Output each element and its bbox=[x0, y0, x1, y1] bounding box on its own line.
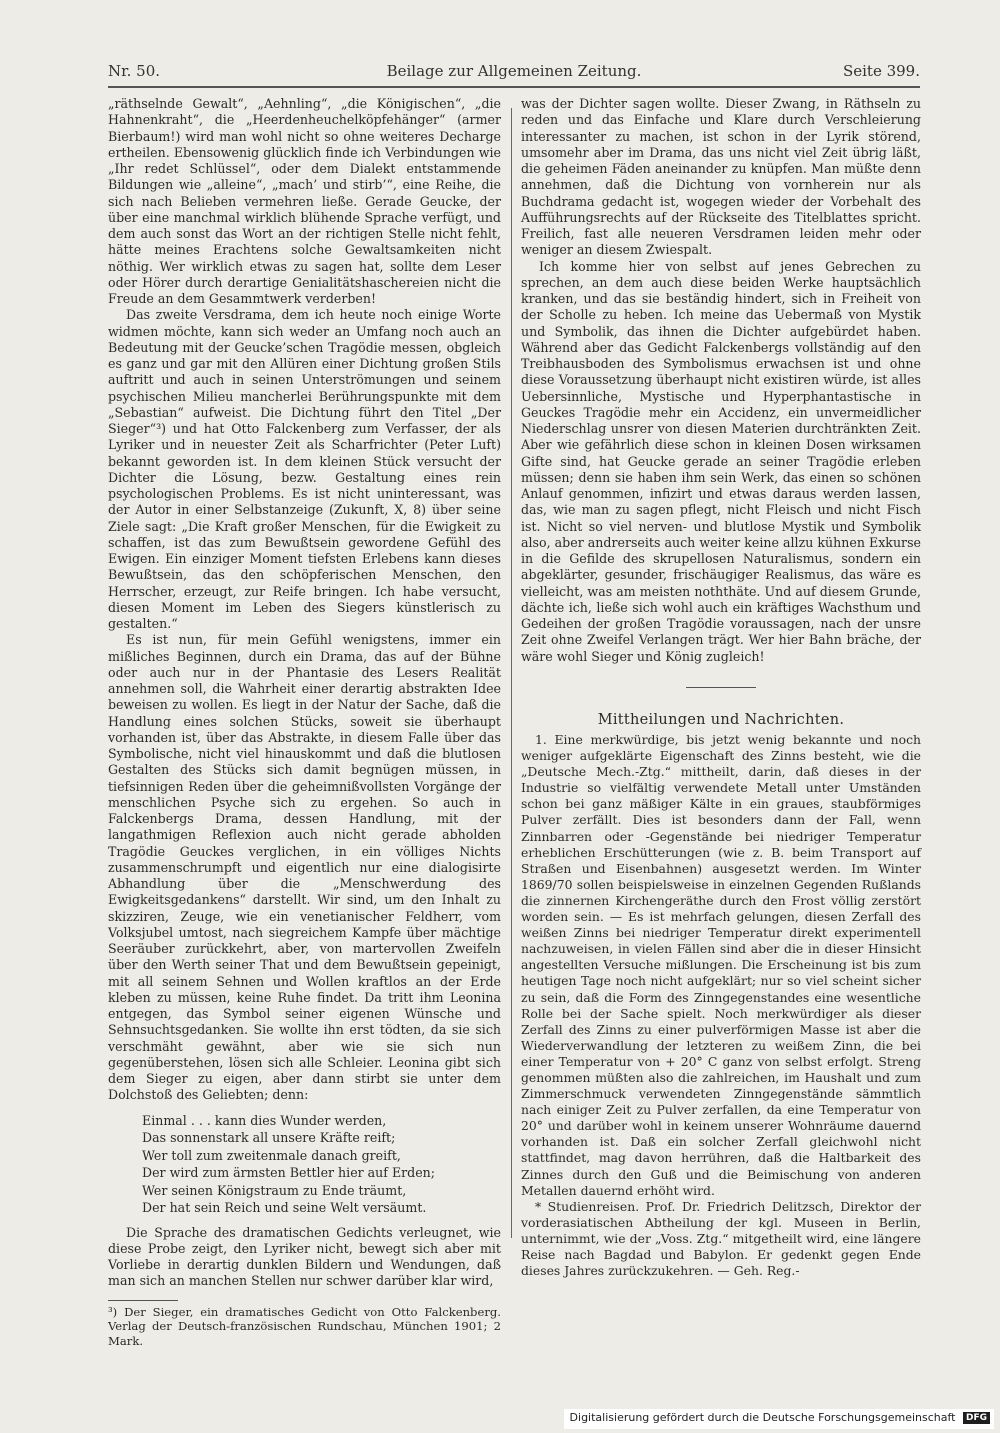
dfg-logo: DFG bbox=[963, 1412, 990, 1424]
digitization-text: Digitalisierung gefördert durch die Deutsche Forschungsgemeinschaft bbox=[569, 1411, 956, 1424]
page-number: Seite 399. bbox=[842, 62, 920, 80]
poem-line: Einmal . . . kann dies Wunder werden, bbox=[142, 1112, 387, 1128]
poem-line: Wer seinen Königstraum zu Ende träumt, bbox=[142, 1182, 407, 1198]
header-rule bbox=[108, 86, 920, 88]
notices bbox=[521, 732, 921, 1279]
poem-line: Der hat sein Reich und seine Welt versäumt. bbox=[142, 1200, 427, 1215]
column-divider bbox=[511, 108, 512, 1238]
paragraph: Ich komme hier von selbst auf jenes Gebrechen zu sprechen, an dem auch diese beiden Werke hauptsächlich kranken, und das sie beständig hindert, sich in Freiheit von der Scholle zu heben. Ich meine das Uebermaß von Mystik und Symbolik, das ihnen die Dichter aufgebürdet haben. Während aber das Gedicht Falckenbergs vollständig auf den Treibhausboden des Symbolismus erwachsen ist und ohne diese Voraussetzung überhaupt nicht existiren würde, ist alles Uebersinnliche, Mystische und Hyperphantastische in Geuckes Tragödie mehr ein Accidenz, ein unvermeidlicher Niederschlag unsrer von diesen Materien durchtränkten Zeit. Aber wie gefährlich diese schon in kleinen Dosen wirksamen Gifte sind, hat Geucke gerade an seiner Tragödie erleben müssen; denn sie haben ihm sein Werk, das einen so schönen Anlauf genommen, infizirt und etwas daraus werden lassen, das, wie man zu sagen pflegt, nicht Fleisch und nicht Fisch ist. Nicht so viel nerven- und blutlose Mystik und Symbolik also, aber andrerseits auch weiter keine allzu kühnen Exkurse in die Gefilde des skrupellosen Naturalismus, sondern ein abgeklärter, gesunder, frischäugiger Realismus, das wäre es vielleicht, was am meisten noththäte. Und auf diesem Grunde, dächte ich, ließe sich wohl auch ein kräftiges Wachsthum und Gedeihen der großen Tragödie voraussagen, nach der unsre Zeit ohne Zweifel Verlangen trägt. Wer hier Bahn bräche, der wäre wohl Sieger und König zugleich! bbox=[521, 258, 921, 664]
section-title: Mittheilungen und Nachrichten. bbox=[597, 711, 845, 728]
publication-title: Beilage zur Allgemeinen Zeitung. bbox=[386, 62, 642, 80]
page-header bbox=[108, 62, 920, 84]
right-column bbox=[521, 96, 921, 1279]
footnote-rule bbox=[108, 1300, 178, 1301]
left-column bbox=[108, 96, 501, 1348]
paragraph: Es ist nun, für mein Gefühl wenigstens, immer ein mißliches Beginnen, durch ein Drama, das auf der Bühne oder auch nur in der Phantasie des Lesers Realität annehmen soll, die Wahrheit einer derartig abstrakten Idee beweisen zu wollen. Es liegt in der Natur der Sache, daß die Handlung eines solchen Stücks, soweit sie überhaupt vorhanden ist, über das Abstrakte, in diesem Falle über das Symbolische, nicht viel hinauskommt und daß die blutlosen Gestalten des Stücks sich damit begnügen müssen, in tiefsinnigen Reden über die geheimnißvollsten Vorgänge der menschlichen Psyche sich zu ergehen. So auch in Falckenbergs Drama, dessen Handlung, mit der langathmigen Reflexion auch nicht gerade abholden Tragödie Geuckes verglichen, in ein völliges Nichts zusammenschrumpft und eigentlich nur eine dialogisirte Abhandlung über die „Menschwerdung des Ewigkeitsgedankens“ darstellt. Wir sind, um den Inhalt zu skizziren, Zeuge, wie ein venetianischer Feldherr, vom Volksjubel umtost, nach siegreichem Kampfe über mächtige Seeräuber zurückkehrt, aber, von martervollen Zweifeln über den Werth seiner That und dem Bewußtsein gepeinigt, mit all seinem Sehnen und Wollen kraftlos an der Erde kleben zu müssen, keine Ruhe findet. Da tritt ihm Leonina entgegen, das Symbol seiner eigenen Wünsche und Sehnsuchtsgedanken. Sie wollte ihn erst tödten, da sie sich verschmäht gewähnt, aber wie sie sich nun gegenüberstehen, lösen sich alle Schleier. Leonina gibt sich dem Sieger zu eigen, aber dann stirbt sie unter dem Dolchstoß des Geliebten; denn: bbox=[108, 632, 501, 1103]
paragraph: „räthselnde Gewalt“, „Aehnling“, „die Königischen“, „die Hahnenkraht“, die „Heerdenheuchelköpfehänger“ (armer Bierbaum!) wird man wohl nicht so ohne weiteres Decharge ertheilen. Ebensowenig glücklich finde ich Verbindungen wie „Ihr redet Schlüssel“, oder dem Dialekt entstammende Bildungen wie „alleine“, „mach’ und stirb’“, eine Reihe, die sich nach Belieben vermehren ließe. Gerade Geucke, der über eine manchmal wirklich blühende Sprache verfügt, und dem auch sonst das Wort an der richtigen Stelle nicht fehlt, hätte meines Erachtens solche Gewaltsamkeiten nicht nöthig. Wer wirklich etwas zu sagen hat, sollte dem Leser oder Hörer durch derartige Genialitätshaschereien nicht die Freude an dem Gesammtwerk verderben! bbox=[108, 96, 501, 306]
poem-line: Das sonnenstark all unsere Kräfte reift; bbox=[142, 1130, 396, 1145]
paragraph: Das zweite Versdrama, dem ich heute noch einige Worte widmen möchte, kann sich weder an Umfang noch auch an Bedeutung mit der Geucke’schen Tragödie messen, obgleich es ganz und gar mit den Allüren einer Dichtung großen Stils auftritt und auch in seinen Unterströmungen und seinem psychischen Milieu mancherlei Berührungspunkte mit dem „Sebastian“ aufweist. Die Dichtung führt den Titel „Der Sieger“³) und hat Otto Falckenberg zum Verfasser, der als Lyriker und in neuester Zeit als Scharfrichter (Peter Luft) bekannt geworden ist. In dem kleinen Stück versucht der Dichter die Lösung, bezw. Gestaltung eines rein psychologischen Problems. Es ist nicht uninteressant, was der Autor in einer Selbstanzeige (Zukunft, X, 8) über seine Ziele sagt: „Die Kraft großer Menschen, für die Ewigkeit zu schaffen, ist das zum Bewußtsein gewordene Gefühl des Ewigen. Ein einziger Moment tiefsten Erlebens kann dieses Bewußtsein, das den schöpferischen Menschen, den Herrscher, erzeugt, zur Reife bringen. Ich habe versucht, diesen Moment im Leben des Siegers künstlerisch zu gestalten.“ bbox=[108, 307, 501, 631]
poem-line: Der wird zum ärmsten Bettler hier auf Erden; bbox=[142, 1165, 436, 1180]
section-divider bbox=[686, 687, 756, 688]
poem-quote bbox=[142, 1112, 501, 1217]
digitization-credit bbox=[564, 1409, 994, 1429]
paragraph: Die Sprache des dramatischen Gedichts verleugnet, wie diese Probe zeigt, den Lyriker nicht, bewegt sich aber mit Vorliebe in derartig dunklen Bildern und Wendungen, daß man sich an manchen Stellen nur schwer darüber klar wird, bbox=[108, 1224, 501, 1289]
footnote: ³) Der Sieger, ein dramatisches Gedicht von Otto Falckenberg. Verlag der Deutsch-französischen Rundschau, München 1901; 2 Mark. bbox=[108, 1304, 501, 1348]
notice-item: 1. Eine merkwürdige, bis jetzt wenig bekannte und noch weniger aufgeklärte Eigenschaft des Zinns besteht, wie die „Deutsche Mech.-Ztg.“ mittheilt, darin, daß dieses in der Industrie so vielfältig verwendete Metall unter Umständen schon bei ganz mäßiger Kälte in ein graues, staubförmiges Pulver zerfällt. Dies ist besonders dann der Fall, wenn Zinnbarren oder -Gegenstände bei niedriger Temperatur erheblichen Erschütterungen (wie z. B. beim Transport auf Straßen und Eisenbahnen) ausgesetzt werden. Im Winter 1869/70 sollen beispielsweise in einzelnen Gegenden Rußlands die zinnernen Kirchengeräthe durch den Frost völlig zerstört worden sein. — Es ist mehrfach gelungen, diesen Zerfall des weißen Zinns bei niedriger Temperatur direkt experimentell nachzuweisen, in vielen Fällen sind aber die in dieser Hinsicht angestellten Versuche mißlungen. Die Erscheinung ist bis zum heutigen Tage noch nicht aufgeklärt; nur so viel scheint sicher zu sein, daß die Form des Zinngegenstandes eine wesentliche Rolle bei der Sache spielt. Noch merkwürdiger als dieser Zerfall des Zinns zu einer pulverförmigen Masse ist aber die Wiederverwandlung der letzteren zu weißem Zinn, die bei einer Temperatur von + 20° C ganz von selbst erfolgt. Streng genommen müßten also die zahlreichen, im Haushalt und zum Zimmerschmuck verwendeten Zinngegenstände sämmtlich nach einiger Zeit zu Pulver zerfallen, da eine Temperatur von 20° und darüber wohl in keinem unserer Wohnräume dauernd vorhanden ist. Daß ein solcher Zerfall gleichwohl nicht stattfindet, mag davon herrühren, daß die Haltbarkeit des Zinnes durch den Guß und die Beimischung von anderen Metallen dauernd erhöht wird. bbox=[521, 732, 921, 1198]
paragraph: was der Dichter sagen wollte. Dieser Zwang, in Räthseln zu reden und das Einfache und Klare durch Verschleierung interessanter zu machen, ist schon in der Lyrik störend, umsomehr aber im Drama, das uns nicht viel Zeit übrig läßt, die geheimen Fäden aneinander zu knüpfen. Man müßte denn annehmen, daß die Dichtung von vornherein nur als Buchdrama gedacht ist, wogegen wieder der Vorbehalt des Aufführungsrechts auf der Rückseite des Titelblattes spricht. Freilich, fast alle neueren Versdramen leiden mehr oder weniger an diesem Zwiespalt. bbox=[521, 96, 921, 258]
notice-item: * Studienreisen. Prof. Dr. Friedrich Delitzsch, Direktor der vorderasiatischen Abtheilung der kgl. Museen in Berlin, unternimmt, wie der „Voss. Ztg.“ mitgetheilt wird, eine längere Reise nach Bagdad und Babylon. Er gedenkt gegen Ende dieses Jahres zurückzukehren. — Geh. Reg.- bbox=[521, 1198, 921, 1279]
issue-number: Nr. 50. bbox=[108, 62, 161, 80]
poem-line: Wer toll zum zweitenmale danach greift, bbox=[142, 1147, 401, 1163]
